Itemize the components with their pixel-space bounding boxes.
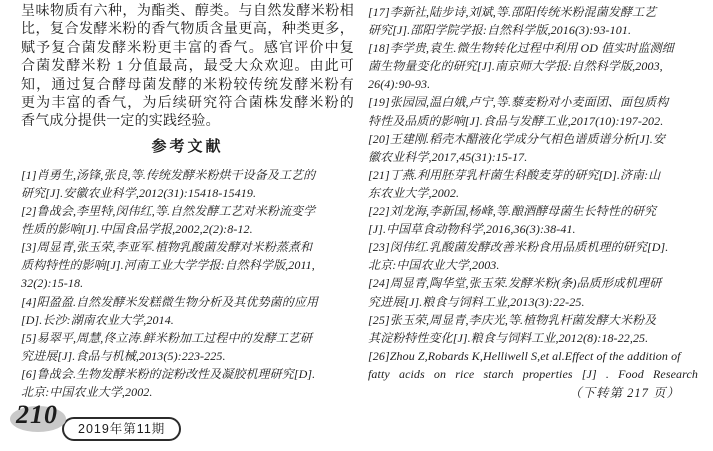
page-number: 210: [16, 400, 58, 429]
reference-line: [17]李新社,陆步诗,刘斌,等.邵阳传统米粉混菌发酵工艺: [368, 5, 657, 19]
reference-line: 研究[J].安徽农业科学,2012(31):15418-15419.: [21, 185, 257, 200]
reference-list-right: [368, 3, 698, 383]
body-line: 香气成分提供一定的实践经验。: [21, 114, 220, 130]
reference-line: 特性及品质的影响[J].食品与发酵工业,2017(10):197-202.: [368, 113, 664, 128]
reference-line: [D].长沙:湖南农业大学,2014.: [21, 312, 174, 327]
reference-line: [6]鲁战会.生物发酵米粉的淀粉改性及凝胶机理研究[D].: [21, 366, 316, 381]
reference-line: [2]鲁战会,李里特,闵伟红,等.自然发酵工艺对米粉流变学: [21, 204, 316, 219]
reference-line: [20]王建刚.稻壳木醋液化学成分气相色谱质谱分析[J].安: [368, 131, 666, 146]
body-line: 合菌发酵米粉 1 分值最高，最受大众欢迎。由此可: [21, 59, 354, 75]
reference-line: 东农业大学,2002.: [368, 185, 460, 200]
reference-line: 徽农业科学,2017,45(31):15-17.: [368, 149, 528, 164]
right-column: [368, 3, 698, 402]
reference-line: 26(4):90-93.: [368, 77, 431, 92]
reference-line: [1]肖勇生,汤锋,张良,等.传统发酵米粉烘干设备及工艺的: [21, 167, 316, 182]
reference-line: 菌生物量变化的研究[J].南京师大学报:自然科学版,2003,: [368, 59, 663, 74]
reference-line: fatty acids on rice starch properties [J] . Food Research: [368, 366, 698, 381]
reference-line: [4]阳盈盈.自然发酵米发糕微生物分析及其优势菌的应用: [21, 294, 319, 309]
references-heading: 参考文献: [151, 138, 224, 155]
reference-line: 其淀粉特性变化[J].粮食与饲料工业,2012(8):18-22,25.: [368, 330, 649, 345]
left-column: [21, 3, 354, 401]
reference-line: [22]刘龙海,李新国,杨峰,等.酿酒酵母菌生长特性的研究: [368, 204, 657, 219]
reference-line: 北京:中国农业大学,2003.: [368, 258, 500, 273]
reference-line: 北京:中国农业大学,2002.: [21, 384, 153, 399]
reference-line: [18]李学贵,袁生.微生物转化过程中利用 OD 值实时监测细: [368, 41, 674, 56]
reference-line: [J].中国草食动物科学,2016,36(3):38-41.: [368, 222, 576, 237]
reference-line: 研究[J].邵阳学院学报:自然科学版,2016(3):93-101.: [368, 23, 632, 38]
reference-line: 性质的影响[J].中国食品学报,2002,2(2):8-12.: [21, 222, 253, 237]
body-line: 更为丰富的香气，为后续研究符合菌株发酵米粉的: [21, 96, 354, 112]
body-line: 呈味物质有六种，为酯类、醇类。与自然发酵米粉相: [21, 4, 354, 19]
reference-line: 究进展[J].粮食与饲料工业,2013(3):22-25.: [368, 294, 585, 309]
page-footer: [0, 398, 300, 448]
body-line: 赋予复合菌发酵米粉更丰富的香气。感官评价中复: [21, 40, 354, 56]
body-paragraph: [21, 3, 354, 132]
body-line: 知，通过复合酵母菌发酵的米粉较传统发酵米粉有: [21, 77, 354, 93]
body-line: 比，复合发酵米粉的香气物质含量更高，种类更多，: [21, 22, 354, 38]
reference-line: [24]周显青,陶华堂,张玉荣.发酵米粉(条)品质形成机理研: [368, 276, 662, 291]
reference-line: [26]Zhou Z,Robards K,Helliwell S,et al.Effect of the addition of: [368, 348, 681, 363]
issue-label: 2019年第11期: [62, 417, 181, 441]
reference-line: 32(2):15-18.: [21, 276, 84, 291]
reference-line: [23]闵伟红.乳酸菌发酵改善米粉食用品质机理的研究[D].: [368, 240, 669, 255]
reference-line: [5]易翠平,周慧,佟立涛.鲜米粉加工过程中的发酵工艺研: [21, 330, 313, 345]
reference-list-left: [21, 166, 354, 401]
reference-line: 质构特性的影响[J].河南工业大学学报:自然科学版,2011,: [21, 258, 315, 273]
reference-line: [25]张玉荣,周显青,李庆光,等.植物乳杆菌发酵大米粉及: [368, 312, 657, 327]
reference-line: [3]周显青,张玉荣,李亚军.植物乳酸菌发酵对米粉蒸煮和: [21, 240, 313, 255]
reference-line: [19]张园园,温白娥,卢宁,等.藜麦粉对小麦面团、面包质构: [368, 95, 669, 110]
reference-line: [21]丁燕.利用胚芽乳杆菌生科酸麦芽的研究[D].济南:山: [368, 167, 661, 182]
reference-line: 究进展[J].食品与机械,2013(5):223-225.: [21, 348, 226, 363]
continuation-note: （下转第 217 页）: [568, 385, 680, 400]
